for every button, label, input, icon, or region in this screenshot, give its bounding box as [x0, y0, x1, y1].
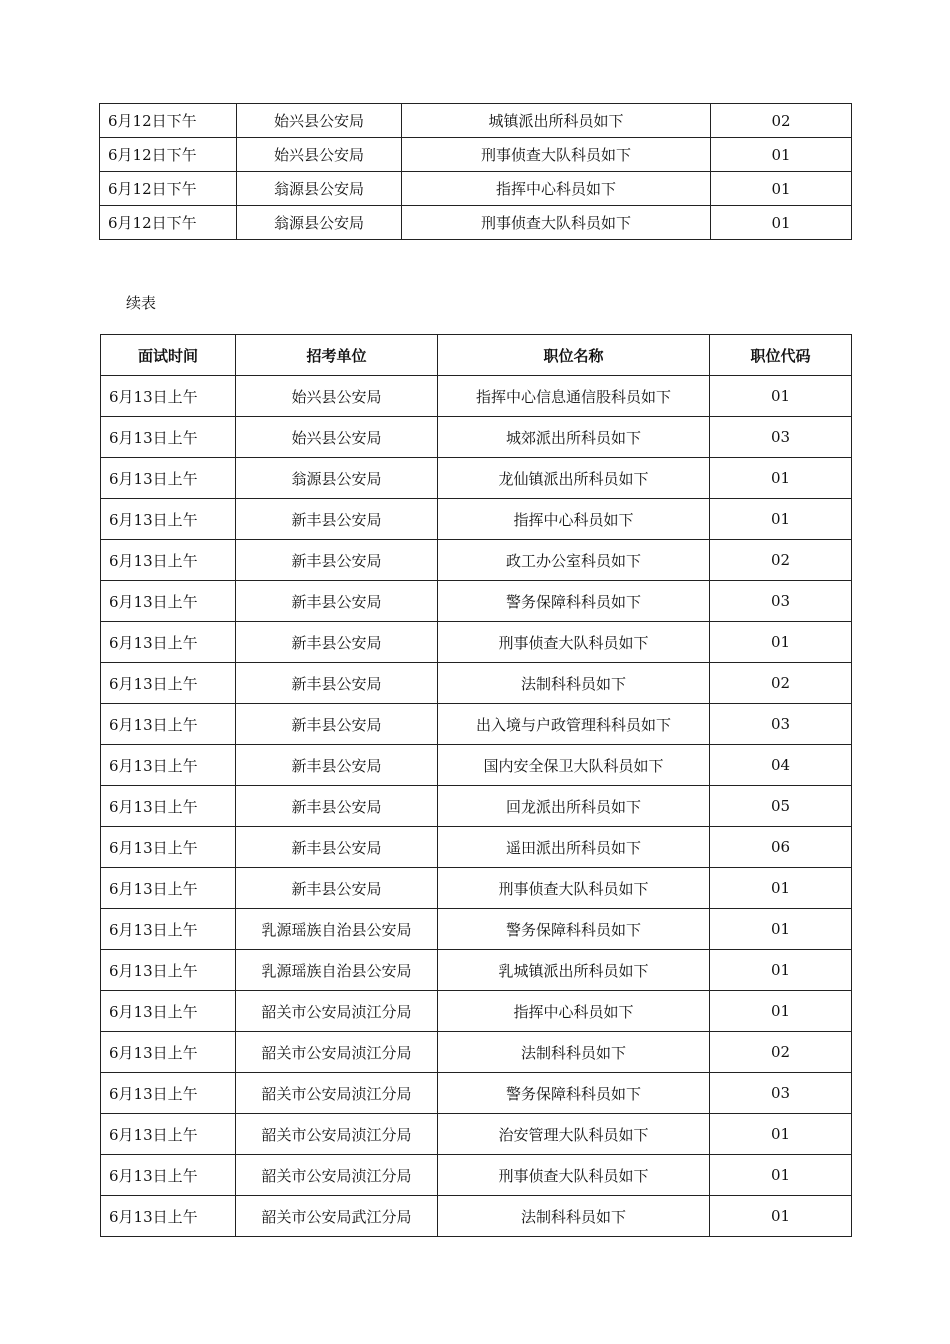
table-row	[101, 868, 852, 909]
interview-schedule-table-1	[99, 103, 852, 240]
position-name-cell: 指挥中心科员如下	[438, 991, 710, 1032]
position-code-cell: 01	[711, 138, 852, 172]
position-name-cell: 出入境与户政管理科科员如下	[438, 704, 710, 745]
recruiting-unit-cell: 乳源瑶族自治县公安局	[236, 950, 438, 991]
position-name-cell: 指挥中心科员如下	[402, 172, 711, 206]
position-name-cell: 乳城镇派出所科员如下	[438, 950, 710, 991]
position-code-cell: 01	[710, 1114, 852, 1155]
position-code-cell: 01	[710, 950, 852, 991]
table-row	[101, 1155, 852, 1196]
table-row	[100, 206, 852, 240]
position-name-cell: 指挥中心信息通信股科员如下	[438, 376, 710, 417]
continued-table-label: 续表	[126, 294, 157, 312]
table-row	[101, 499, 852, 540]
position-name-cell: 法制科科员如下	[438, 663, 710, 704]
position-name-cell: 城镇派出所科员如下	[402, 104, 711, 138]
interview-time-cell: 6月12日下午	[100, 138, 237, 172]
position-name-cell: 龙仙镇派出所科员如下	[438, 458, 710, 499]
interview-time-cell: 6月13日上午	[101, 704, 236, 745]
header-position-name: 职位名称	[438, 335, 710, 376]
table-row	[101, 417, 852, 458]
recruiting-unit-cell: 乳源瑶族自治县公安局	[236, 909, 438, 950]
position-code-cell: 01	[711, 172, 852, 206]
position-code-cell: 02	[711, 104, 852, 138]
position-code-cell: 02	[710, 1032, 852, 1073]
table-row	[101, 909, 852, 950]
position-code-cell: 01	[710, 1196, 852, 1237]
position-name-cell: 遥田派出所科员如下	[438, 827, 710, 868]
interview-time-cell: 6月13日上午	[101, 868, 236, 909]
table-row	[101, 622, 852, 663]
position-name-cell: 国内安全保卫大队科员如下	[438, 745, 710, 786]
position-name-cell: 指挥中心科员如下	[438, 499, 710, 540]
table-row	[100, 172, 852, 206]
recruiting-unit-cell: 新丰县公安局	[236, 827, 438, 868]
interview-time-cell: 6月12日下午	[100, 172, 237, 206]
position-code-cell: 01	[710, 991, 852, 1032]
position-code-cell: 01	[710, 909, 852, 950]
position-code-cell: 01	[710, 1155, 852, 1196]
interview-schedule-table-2	[100, 334, 852, 1237]
header-row	[101, 335, 852, 376]
table-row	[101, 1114, 852, 1155]
position-name-cell: 刑事侦查大队科员如下	[438, 1155, 710, 1196]
position-code-cell: 01	[710, 376, 852, 417]
interview-time-cell: 6月13日上午	[101, 909, 236, 950]
interview-time-cell: 6月12日下午	[100, 206, 237, 240]
table-row	[101, 1032, 852, 1073]
table-row	[101, 663, 852, 704]
table-row	[100, 138, 852, 172]
position-name-cell: 回龙派出所科员如下	[438, 786, 710, 827]
position-name-cell: 警务保障科科员如下	[438, 909, 710, 950]
table-row	[101, 376, 852, 417]
position-name-cell: 城郊派出所科员如下	[438, 417, 710, 458]
table2-header	[101, 335, 852, 376]
position-code-cell: 03	[710, 581, 852, 622]
interview-time-cell: 6月13日上午	[101, 622, 236, 663]
position-code-cell: 01	[710, 868, 852, 909]
position-name-cell: 政工办公室科员如下	[438, 540, 710, 581]
recruiting-unit-cell: 始兴县公安局	[236, 417, 438, 458]
position-code-cell: 06	[710, 827, 852, 868]
interview-time-cell: 6月13日上午	[101, 786, 236, 827]
position-name-cell: 警务保障科科员如下	[438, 581, 710, 622]
interview-time-cell: 6月13日上午	[101, 1032, 236, 1073]
position-name-cell: 刑事侦查大队科员如下	[438, 622, 710, 663]
header-position-code: 职位代码	[710, 335, 852, 376]
recruiting-unit-cell: 韶关市公安局浈江分局	[236, 1073, 438, 1114]
recruiting-unit-cell: 新丰县公安局	[236, 622, 438, 663]
position-name-cell: 刑事侦查大队科员如下	[438, 868, 710, 909]
table2-body	[101, 376, 852, 1237]
table-row	[100, 104, 852, 138]
position-code-cell: 03	[710, 417, 852, 458]
recruiting-unit-cell: 新丰县公安局	[236, 540, 438, 581]
header-recruiting-unit: 招考单位	[236, 335, 438, 376]
table-row	[101, 991, 852, 1032]
interview-time-cell: 6月13日上午	[101, 417, 236, 458]
interview-time-cell: 6月13日上午	[101, 950, 236, 991]
position-code-cell: 03	[710, 704, 852, 745]
interview-time-cell: 6月13日上午	[101, 1114, 236, 1155]
interview-time-cell: 6月13日上午	[101, 745, 236, 786]
interview-time-cell: 6月13日上午	[101, 499, 236, 540]
recruiting-unit-cell: 新丰县公安局	[236, 745, 438, 786]
recruiting-unit-cell: 始兴县公安局	[237, 104, 402, 138]
table-row	[101, 950, 852, 991]
interview-time-cell: 6月13日上午	[101, 581, 236, 622]
recruiting-unit-cell: 新丰县公安局	[236, 704, 438, 745]
position-code-cell: 01	[710, 458, 852, 499]
table-row	[101, 1196, 852, 1237]
recruiting-unit-cell: 韶关市公安局浈江分局	[236, 1155, 438, 1196]
recruiting-unit-cell: 新丰县公安局	[236, 868, 438, 909]
recruiting-unit-cell: 翁源县公安局	[237, 172, 402, 206]
recruiting-unit-cell: 翁源县公安局	[237, 206, 402, 240]
header-interview-time: 面试时间	[101, 335, 236, 376]
recruiting-unit-cell: 新丰县公安局	[236, 581, 438, 622]
interview-time-cell: 6月13日上午	[101, 991, 236, 1032]
recruiting-unit-cell: 韶关市公安局浈江分局	[236, 1032, 438, 1073]
table-row	[101, 827, 852, 868]
interview-time-cell: 6月13日上午	[101, 1196, 236, 1237]
position-name-cell: 法制科科员如下	[438, 1032, 710, 1073]
position-name-cell: 警务保障科科员如下	[438, 1073, 710, 1114]
position-code-cell: 02	[710, 540, 852, 581]
recruiting-unit-cell: 韶关市公安局武江分局	[236, 1196, 438, 1237]
interview-time-cell: 6月13日上午	[101, 1073, 236, 1114]
table-row	[101, 1073, 852, 1114]
interview-time-cell: 6月12日下午	[100, 104, 237, 138]
interview-time-cell: 6月13日上午	[101, 1155, 236, 1196]
recruiting-unit-cell: 新丰县公安局	[236, 663, 438, 704]
interview-time-cell: 6月13日上午	[101, 458, 236, 499]
position-code-cell: 02	[710, 663, 852, 704]
interview-time-cell: 6月13日上午	[101, 827, 236, 868]
recruiting-unit-cell: 始兴县公安局	[236, 376, 438, 417]
position-code-cell: 05	[710, 786, 852, 827]
recruiting-unit-cell: 韶关市公安局浈江分局	[236, 991, 438, 1032]
position-code-cell: 01	[711, 206, 852, 240]
recruiting-unit-cell: 韶关市公安局浈江分局	[236, 1114, 438, 1155]
recruiting-unit-cell: 新丰县公安局	[236, 786, 438, 827]
table-row	[101, 540, 852, 581]
interview-time-cell: 6月13日上午	[101, 663, 236, 704]
table1-body	[100, 104, 852, 240]
position-code-cell: 01	[710, 622, 852, 663]
recruiting-unit-cell: 翁源县公安局	[236, 458, 438, 499]
table-row	[101, 786, 852, 827]
position-name-cell: 刑事侦查大队科员如下	[402, 206, 711, 240]
recruiting-unit-cell: 新丰县公安局	[236, 499, 438, 540]
position-code-cell: 03	[710, 1073, 852, 1114]
position-code-cell: 01	[710, 499, 852, 540]
table-row	[101, 581, 852, 622]
table-row	[101, 704, 852, 745]
interview-time-cell: 6月13日上午	[101, 540, 236, 581]
position-name-cell: 治安管理大队科员如下	[438, 1114, 710, 1155]
recruiting-unit-cell: 始兴县公安局	[237, 138, 402, 172]
table-row	[101, 745, 852, 786]
position-name-cell: 法制科科员如下	[438, 1196, 710, 1237]
interview-time-cell: 6月13日上午	[101, 376, 236, 417]
position-code-cell: 04	[710, 745, 852, 786]
position-name-cell: 刑事侦查大队科员如下	[402, 138, 711, 172]
table-row	[101, 458, 852, 499]
